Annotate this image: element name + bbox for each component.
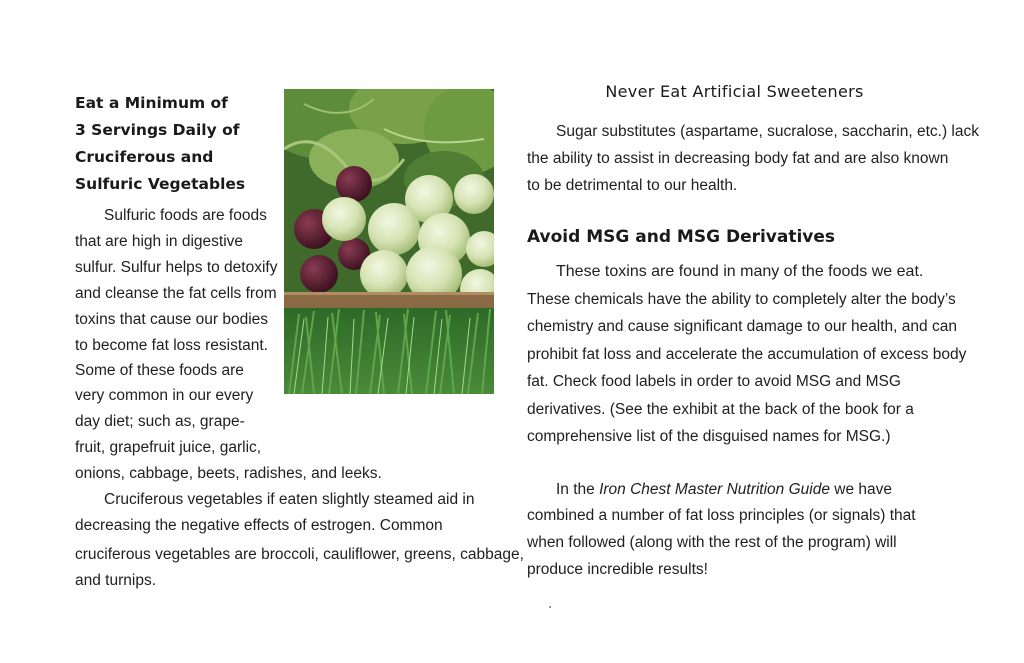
text-line: toxins that cause our bodies [75, 311, 269, 328]
text-line: and turnips. [75, 572, 156, 589]
text-line: when followed (along with the rest of the program) will [527, 534, 897, 551]
heading-line: Eat a Minimum of [75, 94, 228, 112]
text-line: to become fat loss resistant. [75, 337, 268, 354]
text-line [556, 481, 892, 499]
text-line: fruit, grapefruit juice, garlic, [75, 439, 262, 456]
text-line: and cleanse the fat cells from [75, 285, 277, 302]
guide-intro-end: we have [829, 481, 893, 498]
text-line: sulfur. Sulfur helps to detoxify [75, 259, 278, 276]
sweeteners-heading: Never Eat Artificial Sweeteners [605, 82, 864, 101]
text-line: Cruciferous vegetables if eaten slightly steamed aid in [104, 491, 475, 508]
text-line: day diet; such as, grape- [75, 413, 245, 430]
guide-title: Iron Chest Master Nutrition Guide [599, 481, 830, 498]
heading-line: Cruciferous and [75, 148, 214, 166]
msg-heading: Avoid MSG and MSG Derivatives [527, 227, 836, 247]
text-line: These toxins are found in many of the foods we eat. [556, 263, 924, 280]
text-line: fat. Check food labels in order to avoid MSG and MSG [527, 373, 901, 390]
text-line: very common in our every [75, 387, 254, 404]
text-line: onions, cabbage, beets, radishes, and leeks. [75, 465, 382, 482]
stray-mark [549, 606, 551, 608]
text-line: produce incredible results! [527, 561, 708, 578]
text-line: combined a number of fat loss principles (or signals) that [527, 507, 916, 524]
text-line: that are high in digestive [75, 233, 244, 250]
section-heading-cruciferous [75, 90, 275, 198]
text-line: decreasing the negative effects of estrogen. Common [75, 517, 443, 534]
vegetables-photo [284, 89, 494, 394]
heading-line: 3 Servings Daily of [75, 121, 240, 139]
text-line: Sulfuric foods are foods [104, 207, 267, 224]
guide-intro: In the [556, 481, 600, 498]
text-line: cruciferous vegetables are broccoli, cauliflower, greens, cabbage, [75, 546, 524, 563]
text-line: chemistry and cause significant damage to our health, and can [527, 318, 957, 335]
text-line: prohibit fat loss and accelerate the accumulation of excess body [527, 346, 967, 363]
text-line: comprehensive list of the disguised names for MSG.) [527, 428, 891, 445]
text-line: These chemicals have the ability to completely alter the body’s [527, 291, 956, 308]
text-line: derivatives. (See the exhibit at the back of the book for a [527, 401, 914, 418]
text-line: Some of these foods are [75, 362, 244, 379]
text-line: the ability to assist in decreasing body fat and are also known [527, 150, 949, 167]
text-line: Sugar substitutes (aspartame, sucralose, saccharin, etc.) lack [556, 123, 979, 140]
text-line: to be detrimental to our health. [527, 177, 738, 194]
heading-line: Sulfuric Vegetables [75, 175, 246, 193]
